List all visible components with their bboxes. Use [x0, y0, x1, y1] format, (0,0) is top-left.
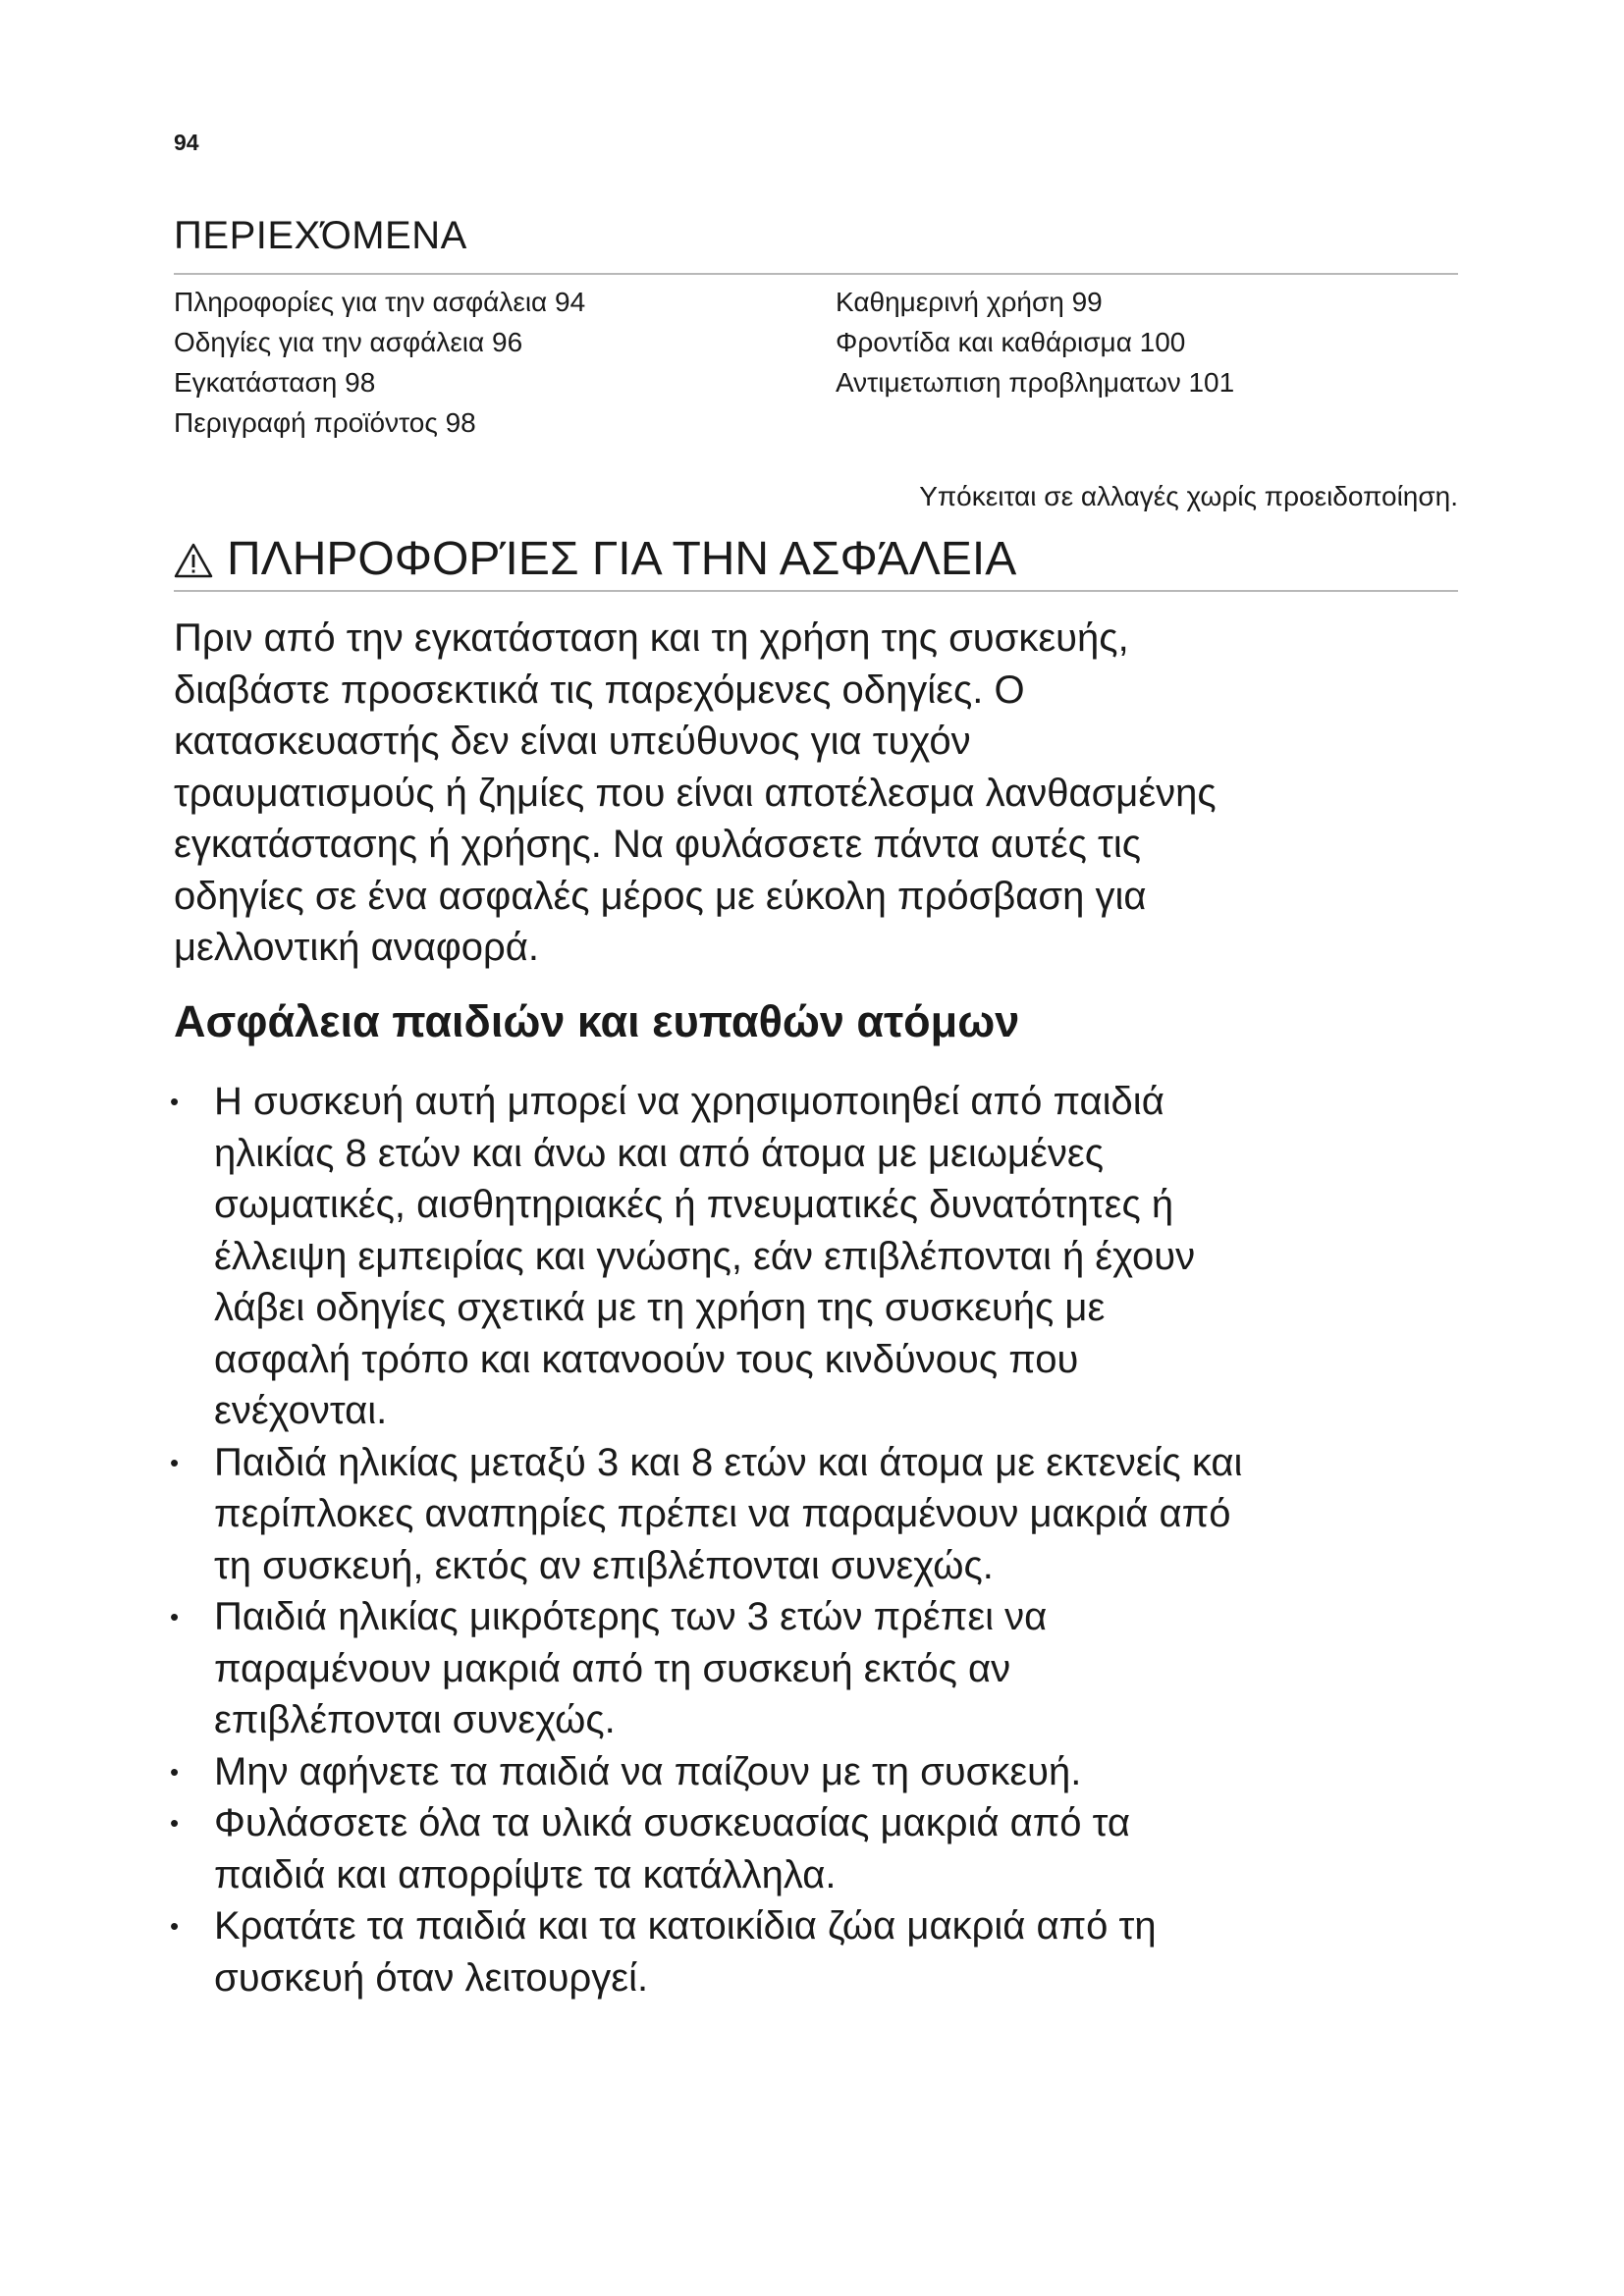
- list-item-line: Η συσκευή αυτή μπορεί να χρησιμοποιηθεί από παιδιά: [214, 1080, 1164, 1123]
- bullet-icon: •: [170, 1602, 180, 1631]
- intro-line: τραυματισμούς ή ζημίες που είναι αποτέλεσμα λανθασμένης: [174, 771, 1217, 815]
- list-item-line: παιδιά και απορρίψτε τα κατάλληλα.: [214, 1852, 837, 1896]
- bullet-icon: •: [170, 1808, 180, 1838]
- list-item-line: συσκευή όταν λειτουργεί.: [214, 1955, 649, 2000]
- bullet-icon: •: [170, 1911, 180, 1941]
- list-item-line: Κρατάτε τα παιδιά και τα κατοικίδια ζώα μακριά από τη: [214, 1904, 1157, 1948]
- toc-column-left: [174, 282, 585, 443]
- intro-line: οδηγίες σε ένα ασφαλές μέρος με εύκολη πρόσβαση για: [174, 874, 1147, 918]
- list-item: [170, 1900, 1456, 2003]
- list-item-line: παραμένουν μακριά από τη συσκευή εκτός αν: [214, 1646, 1011, 1690]
- child-safety-subheading: Ασφάλεια παιδιών και ευπαθών ατόμων: [174, 996, 1020, 1046]
- warning-triangle-icon: [174, 543, 213, 578]
- list-item: [170, 1437, 1456, 1592]
- toc-entry-product-description[interactable]: Περιγραφή προϊόντος 98: [174, 407, 476, 438]
- page-number: 94: [174, 130, 199, 155]
- child-safety-list: [170, 1076, 1456, 2003]
- change-notice: Υπόκειται σε αλλαγές χωρίς προειδοποίηση.: [919, 481, 1458, 511]
- bullet-icon: •: [170, 1087, 180, 1116]
- safety-intro-paragraph: [174, 613, 1450, 974]
- toc-entry-troubleshooting[interactable]: Αντιμετωπιση προβληματων 101: [836, 367, 1235, 398]
- list-item: [170, 1797, 1456, 1900]
- list-item-line: Παιδιά ηλικίας μικρότερης των 3 ετών πρέπει να: [214, 1595, 1048, 1638]
- list-item-line: περίπλοκες αναπηρίες πρέπει να παραμένουν μακριά από: [214, 1492, 1231, 1535]
- list-item-line: επιβλέπονται συνεχώς.: [214, 1698, 616, 1741]
- toc-title: ΠΕΡΙΕΧΌΜΕΝΑ: [174, 214, 467, 257]
- list-item-line: λάβει οδηγίες σχετικά με τη χρήση της συσκευής με: [214, 1286, 1106, 1329]
- bullet-icon: •: [170, 1756, 180, 1787]
- intro-line: μελλοντική αναφορά.: [174, 926, 539, 969]
- list-item: [170, 1746, 1456, 1798]
- toc-entry-safety-instructions[interactable]: Οδηγίες για την ασφάλεια 96: [174, 327, 523, 357]
- safety-section-title: ΠΛΗΡΟΦΟΡΊΕΣ ΓΙΑ ΤΗΝ ΑΣΦΆΛΕΙΑ: [227, 533, 1017, 585]
- toc-entry-installation[interactable]: Εγκατάσταση 98: [174, 367, 376, 398]
- list-item-line: έλλειψη εμπειρίας και γνώσης, εάν επιβλέπονται ή έχουν: [214, 1234, 1196, 1278]
- intro-line: διαβάστε προσεκτικά τις παρεχόμενες οδηγίες. Ο: [174, 667, 1025, 712]
- intro-line: εγκατάστασης ή χρήσης. Να φυλάσσετε πάντα αυτές τις: [174, 823, 1142, 866]
- toc-entry-care-cleaning[interactable]: Φροντίδα και καθάρισμα 100: [836, 327, 1186, 357]
- list-item-line: ασφαλή τρόπο και κατανοούν τους κινδύνους που: [214, 1337, 1079, 1381]
- list-item-line: τη συσκευή, εκτός αν επιβλέπονται συνεχώς.: [214, 1543, 994, 1587]
- safety-divider: [174, 590, 1458, 592]
- toc-entry-safety-information[interactable]: Πληροφορίες για την ασφάλεια 94: [174, 287, 586, 317]
- list-item-line: Παιδιά ηλικίας μεταξύ 3 και 8 ετών και άτομα με εκτενείς και: [214, 1440, 1243, 1484]
- toc-divider: [174, 273, 1458, 275]
- list-item-line: ηλικίας 8 ετών και άνω και από άτομα με μειωμένες: [214, 1131, 1104, 1175]
- toc-column-right: [836, 282, 1234, 402]
- list-item: [170, 1591, 1456, 1746]
- intro-line: Πριν από την εγκατάσταση και τη χρήση της συσκευής,: [174, 616, 1129, 660]
- intro-line: κατασκευαστής δεν είναι υπεύθυνος για τυχόν: [174, 720, 971, 763]
- toc-entry-daily-use[interactable]: Καθημερινή χρήση 99: [836, 287, 1103, 317]
- list-item: [170, 1076, 1456, 1437]
- list-item-line: Φυλάσσετε όλα τα υλικά συσκευασίας μακριά από τα: [214, 1801, 1131, 1844]
- safety-section-heading: [174, 532, 1016, 586]
- bullet-icon: •: [170, 1447, 180, 1477]
- list-item-line: ενέχονται.: [214, 1389, 388, 1432]
- list-item-line: Μην αφήνετε τα παιδιά να παίζουν με τη συσκευή.: [214, 1749, 1082, 1793]
- list-item-line: σωματικές, αισθητηριακές ή πνευματικές δυνατότητες ή: [214, 1183, 1174, 1226]
